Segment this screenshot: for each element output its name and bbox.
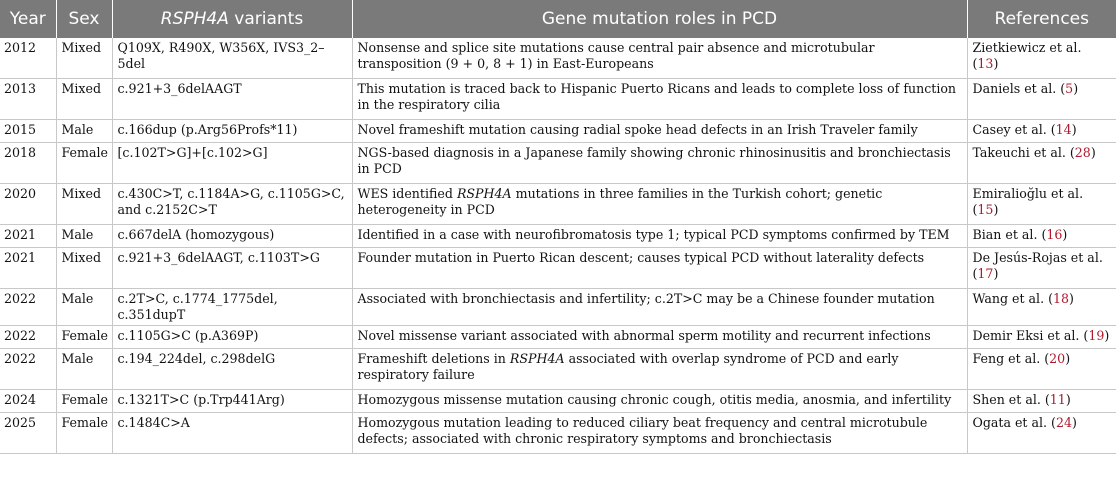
- reference-link[interactable]: 11: [1049, 392, 1066, 407]
- reference-close: ): [1069, 291, 1074, 306]
- cell-reference: [967, 390, 1116, 413]
- reference-close: ): [1065, 392, 1071, 407]
- reference-close: ): [1062, 227, 1068, 242]
- cell-variants: c.430C>T, c.1184A>G, c.1105G>C, and c.2152C>T: [112, 184, 352, 225]
- reference-link[interactable]: 16: [1046, 227, 1063, 242]
- table-row: [0, 326, 1116, 349]
- table-row: [0, 248, 1116, 289]
- cell-variants: c.166dup (p.Arg56Profs*11): [112, 120, 352, 143]
- reference-text: Shen et al. (: [972, 392, 1050, 407]
- cell-variants: c.194_224del, c.298delG: [112, 349, 352, 390]
- reference-text: Daniels et al. (: [972, 81, 1066, 96]
- cell-variants: c.921+3_6delAAGT, c.1103T>G: [112, 248, 352, 289]
- cell-variants: c.667delA (homozygous): [112, 225, 352, 248]
- cell-year: 2024: [0, 390, 56, 413]
- cell-sex: Female: [56, 326, 112, 349]
- table-row: [0, 289, 1116, 326]
- cell-role: [352, 184, 967, 225]
- cell-sex: Male: [56, 349, 112, 390]
- cell-year: 2021: [0, 248, 56, 289]
- role-gene: RSPH4A: [509, 351, 565, 366]
- reference-link[interactable]: 19: [1088, 328, 1105, 343]
- table-row: [0, 413, 1116, 454]
- cell-year: 2025: [0, 413, 56, 454]
- header-variants-gene: RSPH4A: [160, 9, 229, 29]
- cell-reference: [967, 225, 1116, 248]
- header-year: Year: [0, 0, 56, 38]
- cell-year: 2012: [0, 38, 56, 79]
- table-row: [0, 120, 1116, 143]
- cell-reference: [967, 184, 1116, 225]
- reference-link[interactable]: 5: [1065, 81, 1074, 96]
- cell-sex: Mixed: [56, 248, 112, 289]
- cell-role: Novel frameshift mutation causing radial spoke head defects in an Irish Traveler family: [352, 120, 967, 143]
- table-row: [0, 225, 1116, 248]
- reference-link[interactable]: 20: [1049, 351, 1066, 366]
- header-variants: [112, 0, 352, 38]
- reference-close: ): [993, 56, 999, 71]
- cell-role: Novel missense variant associated with abnormal sperm motility and recurrent infections: [352, 326, 967, 349]
- cell-year: 2022: [0, 349, 56, 390]
- table-row: [0, 38, 1116, 79]
- table-row: [0, 390, 1116, 413]
- reference-close: ): [993, 202, 999, 217]
- cell-variants: Q109X, R490X, W356X, IVS3_2–5del: [112, 38, 352, 79]
- reference-text: Zietkiewicz et al. (: [972, 40, 1082, 71]
- cell-reference: [967, 248, 1116, 289]
- header-sex: Sex: [56, 0, 112, 38]
- cell-reference: [967, 289, 1116, 326]
- table-row: [0, 143, 1116, 184]
- role-text: WES identified: [357, 186, 457, 201]
- role-gene: RSPH4A: [456, 186, 512, 201]
- header-roles: Gene mutation roles in PCD: [352, 0, 967, 38]
- role-text-rest: mutations in three families in the Turkish cohort; genetic heterogeneity in PCD: [357, 186, 883, 217]
- table-row: [0, 79, 1116, 120]
- header-references: References: [967, 0, 1116, 38]
- cell-sex: Male: [56, 120, 112, 143]
- cell-role: Founder mutation in Puerto Rican descent; causes typical PCD without laterality defects: [352, 248, 967, 289]
- reference-close: ): [1065, 351, 1071, 366]
- cell-sex: Mixed: [56, 38, 112, 79]
- cell-year: 2018: [0, 143, 56, 184]
- cell-sex: Mixed: [56, 79, 112, 120]
- cell-year: 2013: [0, 79, 56, 120]
- cell-role: Homozygous mutation leading to reduced ciliary beat frequency and central microtubule defects; associated with chronic respiratory symptoms and bronchiectasis: [352, 413, 967, 454]
- cell-sex: Female: [56, 390, 112, 413]
- reference-link[interactable]: 15: [977, 202, 994, 217]
- reference-link[interactable]: 13: [977, 56, 994, 71]
- role-text-rest: associated with overlap syndrome of PCD and early respiratory failure: [357, 351, 899, 382]
- reference-text: De Jesús-Rojas et al. (: [972, 250, 1103, 281]
- reference-link[interactable]: 17: [977, 266, 994, 281]
- cell-variants: c.2T>C, c.1774_1775del, c.351dupT: [112, 289, 352, 326]
- cell-role: This mutation is traced back to Hispanic Puerto Ricans and leads to complete loss of function in the respiratory cilia: [352, 79, 967, 120]
- reference-text: Feng et al. (: [972, 351, 1050, 366]
- reference-text: Casey et al. (: [972, 122, 1056, 137]
- cell-variants: c.921+3_6delAAGT: [112, 79, 352, 120]
- cell-variants: [c.102T>G]+[c.102>G]: [112, 143, 352, 184]
- reference-close: ): [1090, 145, 1096, 160]
- cell-role: NGS-based diagnosis in a Japanese family showing chronic rhinosinusitis and bronchiectasis in PCD: [352, 143, 967, 184]
- cell-year: 2020: [0, 184, 56, 225]
- header-row: [0, 0, 1116, 38]
- cell-reference: [967, 413, 1116, 454]
- cell-role: Homozygous missense mutation causing chronic cough, otitis media, anosmia, and infertility: [352, 390, 967, 413]
- reference-link[interactable]: 28: [1074, 145, 1091, 160]
- reference-text: Demir Eksi et al. (: [972, 328, 1089, 343]
- cell-year: 2022: [0, 326, 56, 349]
- reference-close: ): [993, 266, 999, 281]
- reference-close: ): [1071, 415, 1077, 430]
- cell-role: Identified in a case with neurofibromatosis type 1; typical PCD symptoms confirmed by TEM: [352, 225, 967, 248]
- cell-sex: Mixed: [56, 184, 112, 225]
- header-variants-label: variants: [228, 9, 304, 29]
- cell-year: 2022: [0, 289, 56, 326]
- reference-text: Bian et al. (: [972, 227, 1047, 242]
- reference-text: Ogata et al. (: [972, 415, 1056, 430]
- role-text: Frameshift deletions in: [357, 351, 510, 366]
- reference-link[interactable]: 24: [1055, 415, 1072, 430]
- cell-role: Nonsense and splice site mutations cause central pair absence and microtubular transposition (9 + 0, 8 + 1) in East-Europeans: [352, 38, 967, 79]
- cell-reference: [967, 38, 1116, 79]
- reference-close: ): [1071, 122, 1077, 137]
- cell-variants: c.1484C>A: [112, 413, 352, 454]
- cell-reference: [967, 79, 1116, 120]
- cell-reference: [967, 120, 1116, 143]
- reference-link[interactable]: 18: [1053, 291, 1070, 306]
- cell-reference: [967, 326, 1116, 349]
- cell-sex: Male: [56, 225, 112, 248]
- cell-variants: c.1321T>C (p.Trp441Arg): [112, 390, 352, 413]
- reference-text: Takeuchi et al. (: [972, 145, 1075, 160]
- cell-sex: Male: [56, 289, 112, 326]
- cell-variants: c.1105G>C (p.A369P): [112, 326, 352, 349]
- reference-close: ): [1104, 328, 1110, 343]
- cell-reference: [967, 349, 1116, 390]
- reference-text: Emiralioğlu et al. (: [972, 186, 1084, 217]
- reference-link[interactable]: 14: [1055, 122, 1072, 137]
- reference-text: Wang et al. (: [972, 291, 1054, 306]
- table-row: [0, 184, 1116, 225]
- reference-close: ): [1073, 81, 1079, 96]
- cell-role: Associated with bronchiectasis and infertility; c.2T>C may be a Chinese founder mutation: [352, 289, 967, 326]
- cell-year: 2015: [0, 120, 56, 143]
- cell-year: 2021: [0, 225, 56, 248]
- cell-sex: Female: [56, 143, 112, 184]
- cell-role: [352, 349, 967, 390]
- table-row: [0, 349, 1116, 390]
- cell-reference: [967, 143, 1116, 184]
- cell-sex: Female: [56, 413, 112, 454]
